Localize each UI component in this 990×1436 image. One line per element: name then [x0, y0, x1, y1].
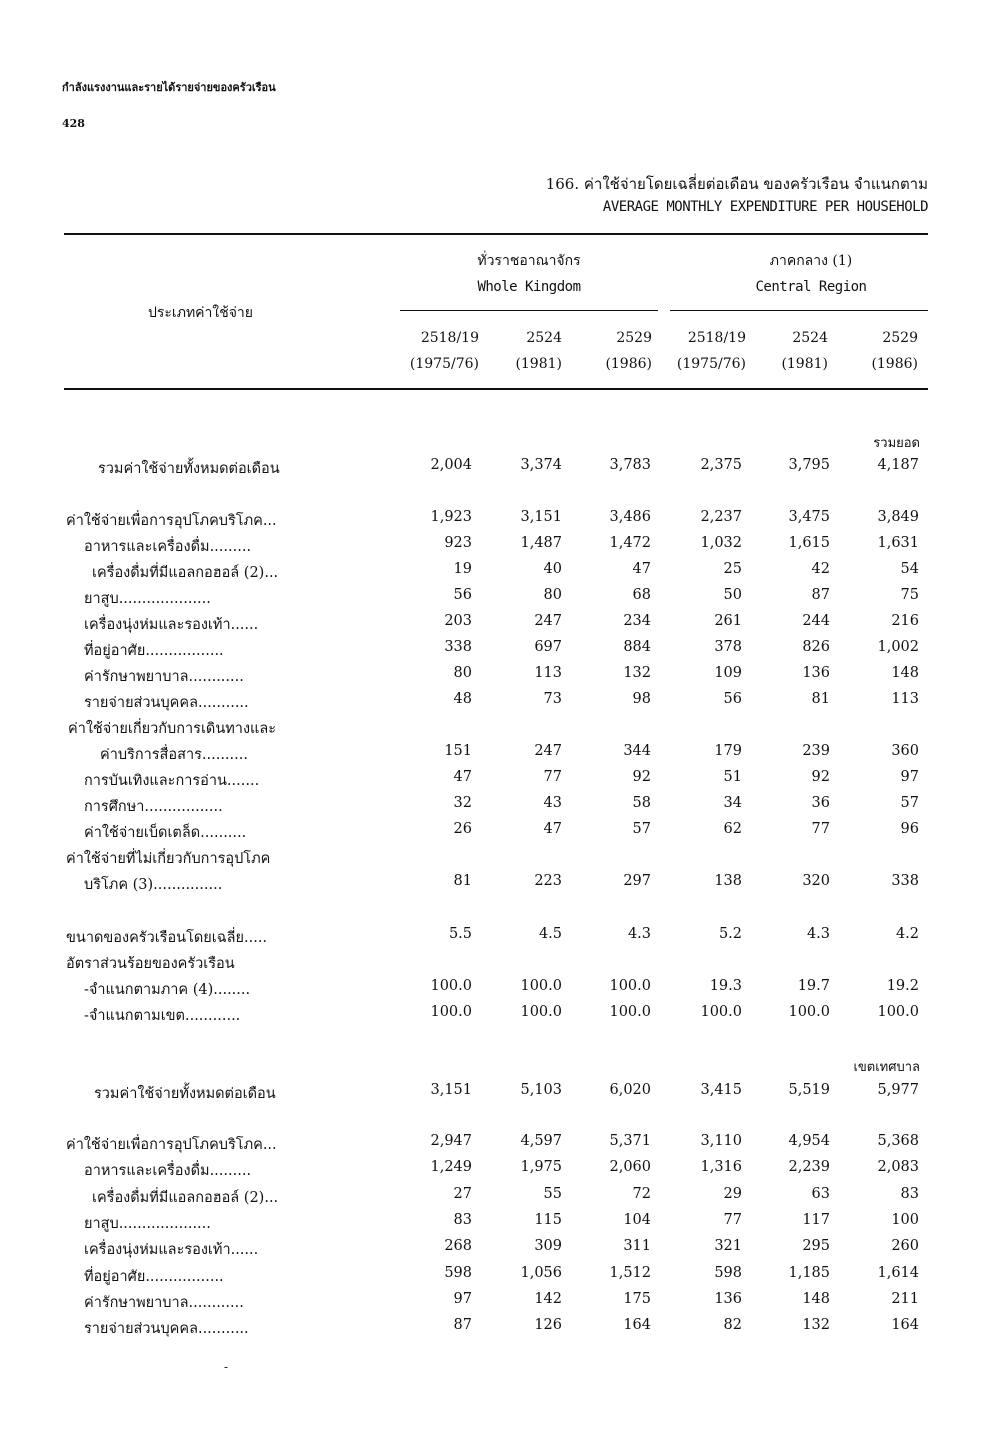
table-cell: 56 — [723, 691, 742, 707]
row-label: เครื่องนุ่งห่มและรองเท้า...... — [84, 1242, 259, 1258]
table-cell: 113 — [534, 665, 562, 681]
table-cell: 43 — [543, 795, 562, 811]
footer-mark: - — [224, 1360, 229, 1374]
table-cell: 234 — [623, 613, 651, 629]
row-label: รายจ่ายส่วนบุคคล........... — [84, 695, 249, 711]
table-cell: 72 — [632, 1186, 651, 1202]
table-row — [0, 1291, 990, 1315]
table-row — [0, 926, 990, 950]
column-year-ad: (1981) — [781, 356, 828, 372]
row-label: การศึกษา................. — [84, 799, 223, 815]
table-row — [0, 978, 990, 1002]
row-label: ที่อยู่อาศัย................. — [84, 1269, 224, 1285]
table-row — [0, 1159, 990, 1183]
table-row — [0, 769, 990, 793]
table-cell: 338 — [891, 873, 919, 889]
table-cell: 50 — [723, 587, 742, 603]
table-cell: 216 — [891, 613, 919, 629]
table-cell: 1,487 — [520, 535, 562, 551]
table-cell: 126 — [534, 1317, 562, 1333]
column-header — [395, 325, 479, 377]
column-year-ad: (1975/76) — [676, 356, 746, 372]
table-cell: 2,375 — [700, 457, 742, 473]
row-label: อาหารและเครื่องดื่ม......... — [84, 1163, 252, 1179]
table-cell: 344 — [623, 743, 651, 759]
table-cell: 57 — [900, 795, 919, 811]
row-label: ค่าบริการสื่อสาร.......... — [100, 747, 248, 763]
table-row — [0, 639, 990, 663]
table-row — [0, 509, 990, 533]
table-row — [0, 1004, 990, 1028]
group-title-thai: ทั่วราชอาณาจักร — [477, 253, 581, 269]
table-cell: 100.0 — [788, 1004, 830, 1020]
table-title-thai: 166. ค่าใช้จ่ายโดยเฉลี่ยต่อเดือน ของครัวเรือน จำแนกตาม — [545, 175, 928, 193]
table-cell: 1,615 — [788, 535, 830, 551]
table-cell: 136 — [714, 1291, 742, 1307]
table-cell: 4.5 — [538, 926, 562, 942]
table-cell: 321 — [714, 1238, 742, 1254]
group-rule-central-region — [670, 310, 928, 311]
table-cell: 19.2 — [886, 978, 919, 994]
section-tag-municipal: เขตเทศบาล — [853, 1060, 920, 1075]
table-cell: 239 — [802, 743, 830, 759]
table-row — [0, 743, 990, 767]
table-cell: 311 — [623, 1238, 651, 1254]
column-year-ad: (1986) — [605, 356, 652, 372]
table-cell: 104 — [623, 1212, 651, 1228]
table-cell: 598 — [714, 1265, 742, 1281]
row-label: ค่าใช้จ่ายเพื่อการอุปโภคบริโภค... — [66, 1137, 277, 1153]
group-title-english: Whole Kingdom — [477, 279, 581, 295]
table-row — [0, 1082, 990, 1106]
table-cell: 309 — [534, 1238, 562, 1254]
table-cell: 92 — [632, 769, 651, 785]
table-cell: 115 — [534, 1212, 562, 1228]
table-cell: 5,103 — [520, 1082, 562, 1098]
page-number: 428 — [62, 117, 85, 130]
column-year: 2524 — [526, 330, 562, 346]
table-cell: 1,316 — [700, 1159, 742, 1175]
table-cell: 247 — [534, 613, 562, 629]
table-cell: 164 — [891, 1317, 919, 1333]
section-tag-total: รวมยอด — [873, 436, 920, 451]
table-cell: 29 — [723, 1186, 742, 1202]
table-cell: 48 — [453, 691, 472, 707]
running-header: กำลังแรงงานและรายได้รายจ่ายของครัวเรือน — [62, 81, 276, 94]
table-cell: 5,371 — [609, 1133, 651, 1149]
table-cell: 6,020 — [609, 1082, 651, 1098]
column-year: 2518/19 — [687, 330, 746, 346]
table-cell: 63 — [811, 1186, 830, 1202]
table-cell: 4,954 — [788, 1133, 830, 1149]
row-label: เครื่องดื่มที่มีแอลกอฮอล์ (2)... — [92, 565, 279, 581]
table-cell: 34 — [723, 795, 742, 811]
table-cell: 697 — [534, 639, 562, 655]
table-cell: 3,783 — [609, 457, 651, 473]
table-cell: 3,849 — [877, 509, 919, 525]
table-cell: 151 — [444, 743, 472, 759]
row-label: ที่อยู่อาศัย................. — [84, 643, 224, 659]
table-cell: 68 — [632, 587, 651, 603]
table-cell: 98 — [632, 691, 651, 707]
column-header — [846, 325, 918, 377]
table-cell: 261 — [714, 613, 742, 629]
table-cell: 47 — [632, 561, 651, 577]
table-cell: 54 — [900, 561, 919, 577]
table-cell: 97 — [453, 1291, 472, 1307]
table-cell: 923 — [444, 535, 472, 551]
row-label: อัตราส่วนร้อยของครัวเรือน — [66, 956, 235, 972]
table-cell: 3,110 — [700, 1133, 742, 1149]
row-label: เครื่องดื่มที่มีแอลกอฮอล์ (2)... — [92, 1190, 279, 1206]
table-cell: 80 — [453, 665, 472, 681]
table-cell: 58 — [632, 795, 651, 811]
row-label: ยาสูบ.................... — [84, 591, 211, 607]
table-cell: 1,975 — [520, 1159, 562, 1175]
table-cell: 1,472 — [609, 535, 651, 551]
table-cell: 81 — [811, 691, 830, 707]
row-label: ค่ารักษาพยาบาล............ — [84, 1295, 244, 1311]
table-cell: 4,187 — [877, 457, 919, 473]
table-cell: 100.0 — [877, 1004, 919, 1020]
table-cell: 55 — [543, 1186, 562, 1202]
table-cell: 97 — [900, 769, 919, 785]
row-label: ค่าใช้จ่ายเพื่อการอุปโภคบริโภค... — [66, 513, 277, 529]
table-cell: 1,614 — [877, 1265, 919, 1281]
column-year: 2524 — [792, 330, 828, 346]
table-cell: 268 — [444, 1238, 472, 1254]
table-cell: 5.5 — [448, 926, 472, 942]
table-top-rule — [64, 233, 928, 235]
row-header-expenditure-type: ประเภทค่าใช้จ่าย — [148, 305, 253, 321]
table-cell: 1,032 — [700, 535, 742, 551]
table-cell: 3,151 — [430, 1082, 472, 1098]
table-cell: 100.0 — [430, 978, 472, 994]
row-label: รวมค่าใช้จ่ายทั้งหมดต่อเดือน — [94, 1086, 276, 1102]
row-label: การบันเทิงและการอ่าน....... — [84, 773, 260, 789]
table-cell: 77 — [723, 1212, 742, 1228]
table-row — [0, 952, 990, 976]
table-cell: 179 — [714, 743, 742, 759]
table-row — [0, 561, 990, 585]
table-cell: 338 — [444, 639, 472, 655]
table-cell: 87 — [453, 1317, 472, 1333]
table-cell: 100.0 — [520, 1004, 562, 1020]
table-row — [0, 873, 990, 897]
table-cell: 3,415 — [700, 1082, 742, 1098]
table-cell: 295 — [802, 1238, 830, 1254]
table-cell: 19.3 — [709, 978, 742, 994]
table-cell: 3,795 — [788, 457, 830, 473]
column-year-ad: (1986) — [871, 356, 918, 372]
table-cell: 47 — [543, 821, 562, 837]
group-title-thai: ภาคกลาง (1) — [769, 253, 853, 269]
table-cell: 1,923 — [430, 509, 472, 525]
table-cell: 40 — [543, 561, 562, 577]
table-cell: 598 — [444, 1265, 472, 1281]
row-label: เครื่องนุ่งห่มและรองเท้า...... — [84, 617, 259, 633]
table-cell: 5,519 — [788, 1082, 830, 1098]
table-cell: 260 — [891, 1238, 919, 1254]
table-row — [0, 1133, 990, 1157]
table-header-bottom-rule — [64, 388, 928, 390]
row-label: รายจ่ายส่วนบุคคล........... — [84, 1321, 249, 1337]
table-cell: 100.0 — [609, 978, 651, 994]
row-label: -จำแนกตามภาค (4)........ — [84, 982, 251, 998]
table-cell: 62 — [723, 821, 742, 837]
table-cell: 244 — [802, 613, 830, 629]
table-row — [0, 1238, 990, 1262]
table-cell: 100.0 — [520, 978, 562, 994]
table-cell: 83 — [453, 1212, 472, 1228]
table-cell: 5,368 — [877, 1133, 919, 1149]
table-cell: 203 — [444, 613, 472, 629]
table-cell: 1,631 — [877, 535, 919, 551]
table-cell: 132 — [623, 665, 651, 681]
table-cell: 1,056 — [520, 1265, 562, 1281]
table-cell: 1,249 — [430, 1159, 472, 1175]
row-label: ค่ารักษาพยาบาล............ — [84, 669, 244, 685]
table-cell: 2,237 — [700, 509, 742, 525]
table-row — [0, 795, 990, 819]
table-cell: 3,486 — [609, 509, 651, 525]
table-cell: 27 — [453, 1186, 472, 1202]
row-label: บริโภค (3)............... — [84, 877, 223, 893]
table-cell: 826 — [802, 639, 830, 655]
table-cell: 83 — [900, 1186, 919, 1202]
table-cell: 77 — [543, 769, 562, 785]
table-row — [0, 821, 990, 845]
group-header-whole-kingdom — [400, 250, 658, 295]
table-cell: 3,475 — [788, 509, 830, 525]
table-cell: 136 — [802, 665, 830, 681]
row-label: ขนาดของครัวเรือนโดยเฉลี่ย..... — [66, 930, 268, 946]
column-year: 2518/19 — [420, 330, 479, 346]
table-cell: 360 — [891, 743, 919, 759]
row-label: ค่าใช้จ่ายที่ไม่เกี่ยวกับการอุปโภค — [66, 851, 271, 867]
table-cell: 25 — [723, 561, 742, 577]
table-cell: 82 — [723, 1317, 742, 1333]
table-cell: 113 — [891, 691, 919, 707]
table-cell: 2,060 — [609, 1159, 651, 1175]
column-year: 2529 — [616, 330, 652, 346]
table-cell: 92 — [811, 769, 830, 785]
table-cell: 51 — [723, 769, 742, 785]
row-label: ค่าใช้จ่ายเบ็ดเตล็ด.......... — [84, 825, 247, 841]
table-cell: 2,083 — [877, 1159, 919, 1175]
table-cell: 100.0 — [700, 1004, 742, 1020]
column-year-ad: (1975/76) — [409, 356, 479, 372]
table-cell: 175 — [623, 1291, 651, 1307]
table-cell: 42 — [811, 561, 830, 577]
table-title-english: AVERAGE MONTHLY EXPENDITURE PER HOUSEHOLD — [602, 199, 928, 215]
table-cell: 77 — [811, 821, 830, 837]
column-year-ad: (1981) — [515, 356, 562, 372]
table-cell: 81 — [453, 873, 472, 889]
table-cell: 1,512 — [609, 1265, 651, 1281]
group-rule-whole-kingdom — [400, 310, 658, 311]
table-cell: 80 — [543, 587, 562, 603]
row-label: -จำแนกตามเขต............ — [84, 1008, 241, 1024]
table-row — [0, 613, 990, 637]
group-title-english: Central Region — [755, 279, 867, 295]
table-cell: 132 — [802, 1317, 830, 1333]
table-cell: 2,947 — [430, 1133, 472, 1149]
table-cell: 1,185 — [788, 1265, 830, 1281]
row-label: ค่าใช้จ่ายเกี่ยวกับการเดินทางและ — [68, 721, 277, 737]
table-cell: 320 — [802, 873, 830, 889]
table-row — [0, 691, 990, 715]
column-header — [490, 325, 562, 377]
table-cell: 117 — [802, 1212, 830, 1228]
table-cell: 2,239 — [788, 1159, 830, 1175]
table-row — [0, 457, 990, 481]
table-cell: 87 — [811, 587, 830, 603]
table-cell: 5,977 — [877, 1082, 919, 1098]
column-header — [580, 325, 652, 377]
table-row — [0, 665, 990, 689]
table-row — [0, 1212, 990, 1236]
table-cell: 211 — [891, 1291, 919, 1307]
table-cell: 138 — [714, 873, 742, 889]
table-cell: 247 — [534, 743, 562, 759]
table-cell: 4.2 — [895, 926, 919, 942]
table-cell: 297 — [623, 873, 651, 889]
table-cell: 148 — [891, 665, 919, 681]
table-cell: 2,004 — [430, 457, 472, 473]
table-cell: 100.0 — [430, 1004, 472, 1020]
table-row — [0, 1265, 990, 1289]
row-label: รวมค่าใช้จ่ายทั้งหมดต่อเดือน — [98, 461, 280, 477]
table-cell: 4.3 — [806, 926, 830, 942]
table-cell: 378 — [714, 639, 742, 655]
table-cell: 100.0 — [609, 1004, 651, 1020]
table-row — [0, 717, 990, 741]
table-cell: 1,002 — [877, 639, 919, 655]
table-cell: 5.2 — [718, 926, 742, 942]
column-year: 2529 — [882, 330, 918, 346]
table-cell: 4,597 — [520, 1133, 562, 1149]
column-header — [756, 325, 828, 377]
table-cell: 3,374 — [520, 457, 562, 473]
table-cell: 3,151 — [520, 509, 562, 525]
table-cell: 19.7 — [797, 978, 830, 994]
table-cell: 100 — [891, 1212, 919, 1228]
table-cell: 4.3 — [627, 926, 651, 942]
table-cell: 19 — [453, 561, 472, 577]
table-row — [0, 587, 990, 611]
table-cell: 142 — [534, 1291, 562, 1307]
table-cell: 164 — [623, 1317, 651, 1333]
table-row — [0, 535, 990, 559]
table-cell: 57 — [632, 821, 651, 837]
table-cell: 96 — [900, 821, 919, 837]
table-row — [0, 847, 990, 871]
row-label: ยาสูบ.................... — [84, 1216, 211, 1232]
column-header — [662, 325, 746, 377]
table-cell: 884 — [623, 639, 651, 655]
group-header-central-region — [682, 250, 940, 295]
table-cell: 109 — [714, 665, 742, 681]
table-cell: 47 — [453, 769, 472, 785]
table-cell: 36 — [811, 795, 830, 811]
table-cell: 75 — [900, 587, 919, 603]
table-cell: 56 — [453, 587, 472, 603]
table-row — [0, 1317, 990, 1341]
table-row — [0, 1186, 990, 1210]
table-cell: 26 — [453, 821, 472, 837]
table-cell: 148 — [802, 1291, 830, 1307]
row-label: อาหารและเครื่องดื่ม......... — [84, 539, 252, 555]
table-cell: 32 — [453, 795, 472, 811]
table-cell: 73 — [543, 691, 562, 707]
table-cell: 223 — [534, 873, 562, 889]
